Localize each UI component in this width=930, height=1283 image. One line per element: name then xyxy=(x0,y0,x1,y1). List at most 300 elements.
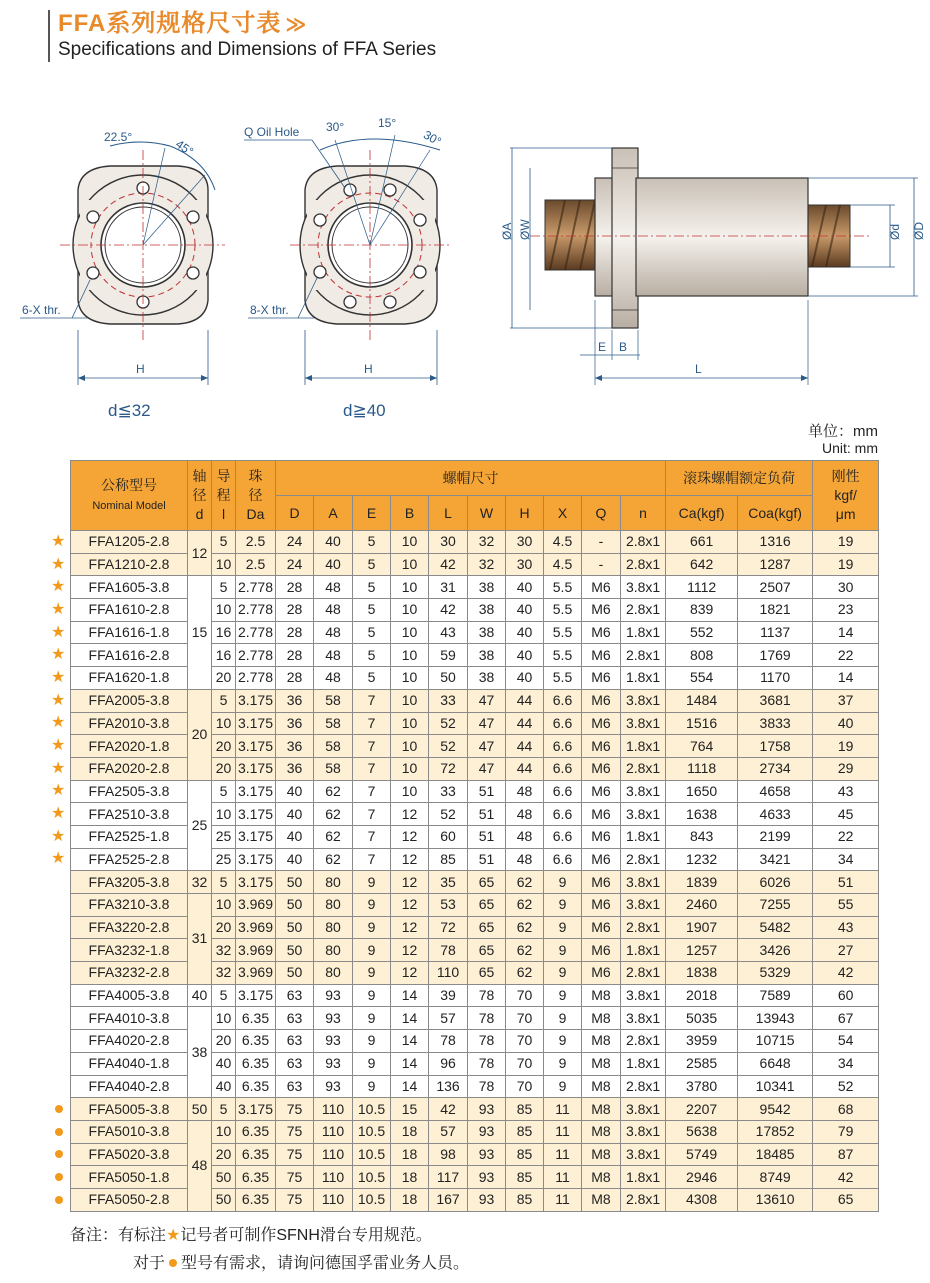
table-cell: 75 xyxy=(276,1098,314,1121)
table-cell: 42 xyxy=(429,553,468,576)
table-cell: 843 xyxy=(666,825,738,848)
table-cell: 36 xyxy=(276,735,314,758)
table-cell: 1.8x1 xyxy=(621,825,666,848)
table-cell: 3.175 xyxy=(236,735,276,758)
table-cell: 6.6 xyxy=(544,848,582,871)
svg-text:d≧40: d≧40 xyxy=(343,401,386,420)
table-cell: 93 xyxy=(314,984,353,1007)
table-cell: 10 xyxy=(391,576,429,599)
table-cell: 3959 xyxy=(666,1030,738,1053)
table-cell: 9542 xyxy=(738,1098,813,1121)
table-cell: 58 xyxy=(314,735,353,758)
table-cell: 40 xyxy=(276,825,314,848)
table-cell: 62 xyxy=(506,916,544,939)
table-cell: 40 xyxy=(314,531,353,554)
table-cell: 1.8x1 xyxy=(621,667,666,690)
table-cell: 5749 xyxy=(666,1143,738,1166)
table-cell: 3.8x1 xyxy=(621,894,666,917)
table-cell: 10 xyxy=(212,1007,236,1030)
col-header-load: 滚珠螺帽额定负荷 xyxy=(666,461,813,496)
table-cell: 9 xyxy=(353,1030,391,1053)
table-cell: M6 xyxy=(582,576,621,599)
table-cell: M6 xyxy=(582,644,621,667)
cell-model: FFA1210-2.8 xyxy=(71,553,188,576)
table-cell: 96 xyxy=(429,1052,468,1075)
table-cell: 2.5 xyxy=(236,553,276,576)
table-cell: 554 xyxy=(666,667,738,690)
svg-text:ØD: ØD xyxy=(912,222,926,240)
table-cell: 87 xyxy=(813,1143,879,1166)
table-cell: 2.8x1 xyxy=(621,599,666,622)
star-icon: ★ xyxy=(51,623,66,641)
table-cell: 75 xyxy=(276,1120,314,1143)
table-cell: 50 xyxy=(276,916,314,939)
table-cell: 62 xyxy=(506,894,544,917)
table-cell: M6 xyxy=(582,667,621,690)
table-cell: 3.175 xyxy=(236,757,276,780)
table-cell: M6 xyxy=(582,803,621,826)
table-cell: 47 xyxy=(468,712,506,735)
table-cell: 1638 xyxy=(666,803,738,826)
table-cell: 7 xyxy=(353,803,391,826)
star-icon: ★ xyxy=(51,737,66,755)
table-cell: 3.969 xyxy=(236,962,276,985)
spec-table xyxy=(70,460,879,1212)
table-cell: 5638 xyxy=(666,1120,738,1143)
table-cell: 30 xyxy=(506,553,544,576)
table-cell: 6.6 xyxy=(544,712,582,735)
table-cell: 6.35 xyxy=(236,1143,276,1166)
table-cell: 1650 xyxy=(666,780,738,803)
star-icon: ★ xyxy=(166,1227,181,1244)
table-cell: 20 xyxy=(212,1030,236,1053)
table-cell: 1232 xyxy=(666,848,738,871)
cell-model: FFA2525-2.8 xyxy=(71,848,188,871)
table-cell: 10715 xyxy=(738,1030,813,1053)
table-cell: 3.8x1 xyxy=(621,871,666,894)
table-cell: 80 xyxy=(314,871,353,894)
cell-shaft-diameter: 15 xyxy=(188,576,212,689)
table-cell: 93 xyxy=(468,1143,506,1166)
cell-shaft-diameter: 25 xyxy=(188,780,212,871)
table-cell: 2.8x1 xyxy=(621,531,666,554)
table-cell: 7 xyxy=(353,825,391,848)
cell-shaft-diameter: 38 xyxy=(188,1007,212,1098)
title-en: Specifications and Dimensions of FFA Series xyxy=(58,39,437,60)
table-cell: 80 xyxy=(314,916,353,939)
dot-icon xyxy=(55,1173,63,1181)
table-cell: 65 xyxy=(468,962,506,985)
table-cell: 642 xyxy=(666,553,738,576)
table-cell: 29 xyxy=(813,757,879,780)
table-cell: 4658 xyxy=(738,780,813,803)
table-cell: 34 xyxy=(813,1052,879,1075)
table-cell: 10.5 xyxy=(353,1143,391,1166)
table-cell: 3.8x1 xyxy=(621,1098,666,1121)
table-row xyxy=(71,531,879,554)
table-cell: 43 xyxy=(813,916,879,939)
cell-model: FFA2525-1.8 xyxy=(71,825,188,848)
table-cell: 54 xyxy=(813,1030,879,1053)
table-cell: 53 xyxy=(429,894,468,917)
table-cell: 4633 xyxy=(738,803,813,826)
table-cell: 40 xyxy=(314,553,353,576)
table-cell: 15 xyxy=(391,1098,429,1121)
cell-model: FFA2020-1.8 xyxy=(71,735,188,758)
table-cell: 10 xyxy=(212,1120,236,1143)
table-cell: 3.175 xyxy=(236,848,276,871)
table-cell: 48 xyxy=(314,644,353,667)
table-cell: 9 xyxy=(544,1075,582,1098)
table-cell: 48 xyxy=(314,621,353,644)
table-cell: M8 xyxy=(582,984,621,1007)
table-cell: 10.5 xyxy=(353,1188,391,1211)
table-cell: M6 xyxy=(582,780,621,803)
table-cell: 40 xyxy=(506,667,544,690)
table-cell: 25 xyxy=(212,848,236,871)
table-cell: 3.8x1 xyxy=(621,780,666,803)
unit-en: Unit: mm xyxy=(822,440,878,456)
table-cell: 50 xyxy=(212,1166,236,1189)
table-cell: 110 xyxy=(314,1143,353,1166)
table-cell: 48 xyxy=(314,667,353,690)
table-cell: 9 xyxy=(544,894,582,917)
table-cell: 48 xyxy=(506,825,544,848)
table-cell: 30 xyxy=(813,576,879,599)
table-cell: 50 xyxy=(276,894,314,917)
table-cell: 12 xyxy=(391,962,429,985)
table-cell: 14 xyxy=(391,984,429,1007)
table-cell: 9 xyxy=(544,984,582,1007)
cell-model: FFA3210-3.8 xyxy=(71,894,188,917)
table-cell: M6 xyxy=(582,871,621,894)
table-cell: 5 xyxy=(353,667,391,690)
table-cell: 9 xyxy=(353,894,391,917)
table-cell: 40 xyxy=(506,576,544,599)
table-cell: 2.8x1 xyxy=(621,1030,666,1053)
col-header-x: X xyxy=(544,496,582,531)
star-icon: ★ xyxy=(51,532,66,550)
table-cell: 60 xyxy=(813,984,879,1007)
col-header-e: E xyxy=(353,496,391,531)
cell-model: FFA1610-2.8 xyxy=(71,599,188,622)
table-cell: 40 xyxy=(813,712,879,735)
table-cell: 85 xyxy=(506,1166,544,1189)
table-cell: 3833 xyxy=(738,712,813,735)
table-cell: 78 xyxy=(468,1075,506,1098)
table-cell: 48 xyxy=(314,576,353,599)
table-cell: M8 xyxy=(582,1166,621,1189)
table-cell: 28 xyxy=(276,576,314,599)
col-header-a: A xyxy=(314,496,353,531)
table-cell: M6 xyxy=(582,621,621,644)
table-cell: 5 xyxy=(353,644,391,667)
cell-model: FFA4020-2.8 xyxy=(71,1030,188,1053)
table-cell: 7 xyxy=(353,735,391,758)
star-icon: ★ xyxy=(51,646,66,664)
table-cell: 661 xyxy=(666,531,738,554)
table-cell: 62 xyxy=(314,803,353,826)
table-cell: M8 xyxy=(582,1075,621,1098)
table-cell: 3780 xyxy=(666,1075,738,1098)
table-cell: M6 xyxy=(582,939,621,962)
table-cell: 10.5 xyxy=(353,1120,391,1143)
svg-text:8-X thr.: 8-X thr. xyxy=(250,303,289,317)
table-cell: 1316 xyxy=(738,531,813,554)
table-row xyxy=(71,894,879,917)
table-cell: 10.5 xyxy=(353,1166,391,1189)
table-cell: 58 xyxy=(314,757,353,780)
col-header-lead: 导 程 l xyxy=(212,461,236,531)
table-cell: 32 xyxy=(212,939,236,962)
table-cell: 1118 xyxy=(666,757,738,780)
table-cell: 20 xyxy=(212,735,236,758)
table-cell: 80 xyxy=(314,939,353,962)
table-cell: 63 xyxy=(276,1052,314,1075)
cell-model: FFA2505-3.8 xyxy=(71,780,188,803)
dot-icon xyxy=(55,1128,63,1136)
table-cell: 2.8x1 xyxy=(621,916,666,939)
flange-front-view-small xyxy=(20,130,225,420)
table-cell: 10 xyxy=(212,712,236,735)
star-icon: ★ xyxy=(51,805,66,823)
table-cell: 3.175 xyxy=(236,1098,276,1121)
table-cell: M6 xyxy=(582,916,621,939)
table-cell: 78 xyxy=(468,1030,506,1053)
table-cell: 5 xyxy=(353,621,391,644)
table-cell: 72 xyxy=(429,757,468,780)
table-cell: 38 xyxy=(468,667,506,690)
table-cell: 11 xyxy=(544,1098,582,1121)
table-cell: 65 xyxy=(468,871,506,894)
table-cell: 5329 xyxy=(738,962,813,985)
table-cell: 5.5 xyxy=(544,599,582,622)
table-cell: 552 xyxy=(666,621,738,644)
table-cell: 79 xyxy=(813,1120,879,1143)
table-cell: 28 xyxy=(276,644,314,667)
table-cell: 63 xyxy=(276,984,314,1007)
table-cell: M8 xyxy=(582,1030,621,1053)
table-cell: 7 xyxy=(353,780,391,803)
table-row xyxy=(71,1098,879,1121)
table-cell: 9 xyxy=(353,1007,391,1030)
table-cell: 5.5 xyxy=(544,576,582,599)
table-cell: M8 xyxy=(582,1188,621,1211)
table-cell: 70 xyxy=(506,984,544,1007)
table-cell: 8749 xyxy=(738,1166,813,1189)
table-cell: 839 xyxy=(666,599,738,622)
table-cell: 63 xyxy=(276,1075,314,1098)
table-cell: 52 xyxy=(429,735,468,758)
flange-front-view-large xyxy=(244,116,452,420)
cell-model: FFA4005-3.8 xyxy=(71,984,188,1007)
table-row xyxy=(71,1007,879,1030)
table-cell: 110 xyxy=(314,1098,353,1121)
table-cell: 51 xyxy=(468,803,506,826)
table-cell: 1.8x1 xyxy=(621,735,666,758)
table-cell: 3.175 xyxy=(236,984,276,1007)
star-icon: ★ xyxy=(51,555,66,573)
table-cell: 12 xyxy=(391,916,429,939)
cell-model: FFA1605-3.8 xyxy=(71,576,188,599)
table-cell: 37 xyxy=(813,689,879,712)
table-cell: 6.6 xyxy=(544,757,582,780)
col-header-rigidity: 刚性 kgf/ μm xyxy=(813,461,879,531)
table-cell: 55 xyxy=(813,894,879,917)
table-cell: 7589 xyxy=(738,984,813,1007)
table-cell: 18 xyxy=(391,1166,429,1189)
table-cell: 32 xyxy=(468,531,506,554)
col-header-w: W xyxy=(468,496,506,531)
table-cell: 10 xyxy=(391,757,429,780)
svg-text:30°: 30° xyxy=(420,127,444,149)
double-chevron-icon: ≫ xyxy=(285,14,303,36)
table-cell: 2460 xyxy=(666,894,738,917)
table-cell: 10 xyxy=(391,553,429,576)
table-cell: 50 xyxy=(212,1188,236,1211)
dot-icon xyxy=(55,1150,63,1158)
page-header xyxy=(48,10,436,62)
table-cell: 20 xyxy=(212,757,236,780)
cell-model: FFA3205-3.8 xyxy=(71,871,188,894)
table-cell: 13610 xyxy=(738,1188,813,1211)
table-cell: 2018 xyxy=(666,984,738,1007)
col-header-da: 珠 径 Da xyxy=(236,461,276,531)
title-cn: FFA系列规格尺寸表 ≫ xyxy=(58,10,303,37)
table-cell: 6.6 xyxy=(544,780,582,803)
table-cell: 62 xyxy=(506,962,544,985)
table-cell: 51 xyxy=(813,871,879,894)
table-cell: 68 xyxy=(813,1098,879,1121)
table-cell: 63 xyxy=(276,1007,314,1030)
table-cell: 14 xyxy=(391,1007,429,1030)
cell-shaft-diameter: 31 xyxy=(188,894,212,985)
table-cell: 10 xyxy=(391,621,429,644)
table-cell: 10 xyxy=(391,667,429,690)
table-cell: 39 xyxy=(429,984,468,1007)
table-cell: 2.778 xyxy=(236,599,276,622)
table-cell: 40 xyxy=(506,599,544,622)
col-header-d: 轴 径 d xyxy=(188,461,212,531)
table-cell: 2946 xyxy=(666,1166,738,1189)
table-cell: 2734 xyxy=(738,757,813,780)
table-cell: 80 xyxy=(314,894,353,917)
table-cell: 14 xyxy=(391,1052,429,1075)
table-cell: 25 xyxy=(212,825,236,848)
table-cell: 27 xyxy=(813,939,879,962)
table-cell: 10 xyxy=(391,780,429,803)
table-cell: 9 xyxy=(544,871,582,894)
table-cell: 5.5 xyxy=(544,667,582,690)
dot-icon xyxy=(55,1196,63,1204)
table-cell: 9 xyxy=(353,939,391,962)
table-cell: 2199 xyxy=(738,825,813,848)
table-cell: 9 xyxy=(544,1007,582,1030)
table-cell: 34 xyxy=(813,848,879,871)
table-cell: 47 xyxy=(468,757,506,780)
table-cell: 1170 xyxy=(738,667,813,690)
table-cell: 3.175 xyxy=(236,712,276,735)
table-cell: 5 xyxy=(212,871,236,894)
table-body xyxy=(71,531,879,1212)
table-cell: 1287 xyxy=(738,553,813,576)
table-cell: 19 xyxy=(813,735,879,758)
table-cell: 85 xyxy=(506,1143,544,1166)
table-cell: 5 xyxy=(212,576,236,599)
table-cell: 44 xyxy=(506,735,544,758)
table-cell: 42 xyxy=(813,1166,879,1189)
table-cell: 30 xyxy=(429,531,468,554)
table-cell: 70 xyxy=(506,1052,544,1075)
svg-text:45°: 45° xyxy=(173,136,196,159)
table-cell: 19 xyxy=(813,531,879,554)
table-cell: 1137 xyxy=(738,621,813,644)
cell-model: FFA5020-3.8 xyxy=(71,1143,188,1166)
table-cell: 3.8x1 xyxy=(621,803,666,826)
table-cell: 7255 xyxy=(738,894,813,917)
technical-drawings xyxy=(0,110,930,430)
table-cell: 3.8x1 xyxy=(621,576,666,599)
table-cell: 3.8x1 xyxy=(621,1007,666,1030)
table-cell: 12 xyxy=(391,871,429,894)
table-cell: 18485 xyxy=(738,1143,813,1166)
table-cell: 4.5 xyxy=(544,553,582,576)
table-cell: M6 xyxy=(582,599,621,622)
table-cell: 48 xyxy=(314,599,353,622)
col-header-l: L xyxy=(429,496,468,531)
table-cell: 16 xyxy=(212,644,236,667)
table-cell: 93 xyxy=(314,1007,353,1030)
table-cell: 2.778 xyxy=(236,667,276,690)
dot-icon xyxy=(55,1105,63,1113)
table-cell: 3.8x1 xyxy=(621,984,666,1007)
table-cell: 22 xyxy=(813,644,879,667)
table-cell: 58 xyxy=(314,689,353,712)
table-cell: 3.8x1 xyxy=(621,689,666,712)
cell-shaft-diameter: 12 xyxy=(188,531,212,576)
table-cell: M8 xyxy=(582,1007,621,1030)
table-cell: 3681 xyxy=(738,689,813,712)
table-cell: 9 xyxy=(544,962,582,985)
table-cell: 93 xyxy=(468,1188,506,1211)
table-cell: 20 xyxy=(212,916,236,939)
table-cell: 60 xyxy=(429,825,468,848)
svg-text:E: E xyxy=(598,340,607,354)
table-cell: 2.8x1 xyxy=(621,553,666,576)
table-cell: M6 xyxy=(582,894,621,917)
table-cell: 65 xyxy=(468,939,506,962)
table-cell: 28 xyxy=(276,667,314,690)
table-cell: 44 xyxy=(506,757,544,780)
table-cell: 5 xyxy=(212,984,236,1007)
col-header-ca-kgf: Ca(kgf) xyxy=(666,496,738,531)
table-cell: 764 xyxy=(666,735,738,758)
table-cell: 70 xyxy=(506,1075,544,1098)
table-cell: - xyxy=(582,531,621,554)
col-header-n: n xyxy=(621,496,666,531)
table-cell: 59 xyxy=(429,644,468,667)
table-cell: 78 xyxy=(468,1052,506,1075)
table-cell: 78 xyxy=(468,984,506,1007)
table-cell: 62 xyxy=(314,825,353,848)
table-cell: 5 xyxy=(353,553,391,576)
cell-model: FFA5010-3.8 xyxy=(71,1120,188,1143)
table-cell: 75 xyxy=(276,1166,314,1189)
table-cell: 32 xyxy=(212,962,236,985)
table-cell: 12 xyxy=(391,894,429,917)
table-cell: 43 xyxy=(429,621,468,644)
table-cell: 44 xyxy=(506,689,544,712)
